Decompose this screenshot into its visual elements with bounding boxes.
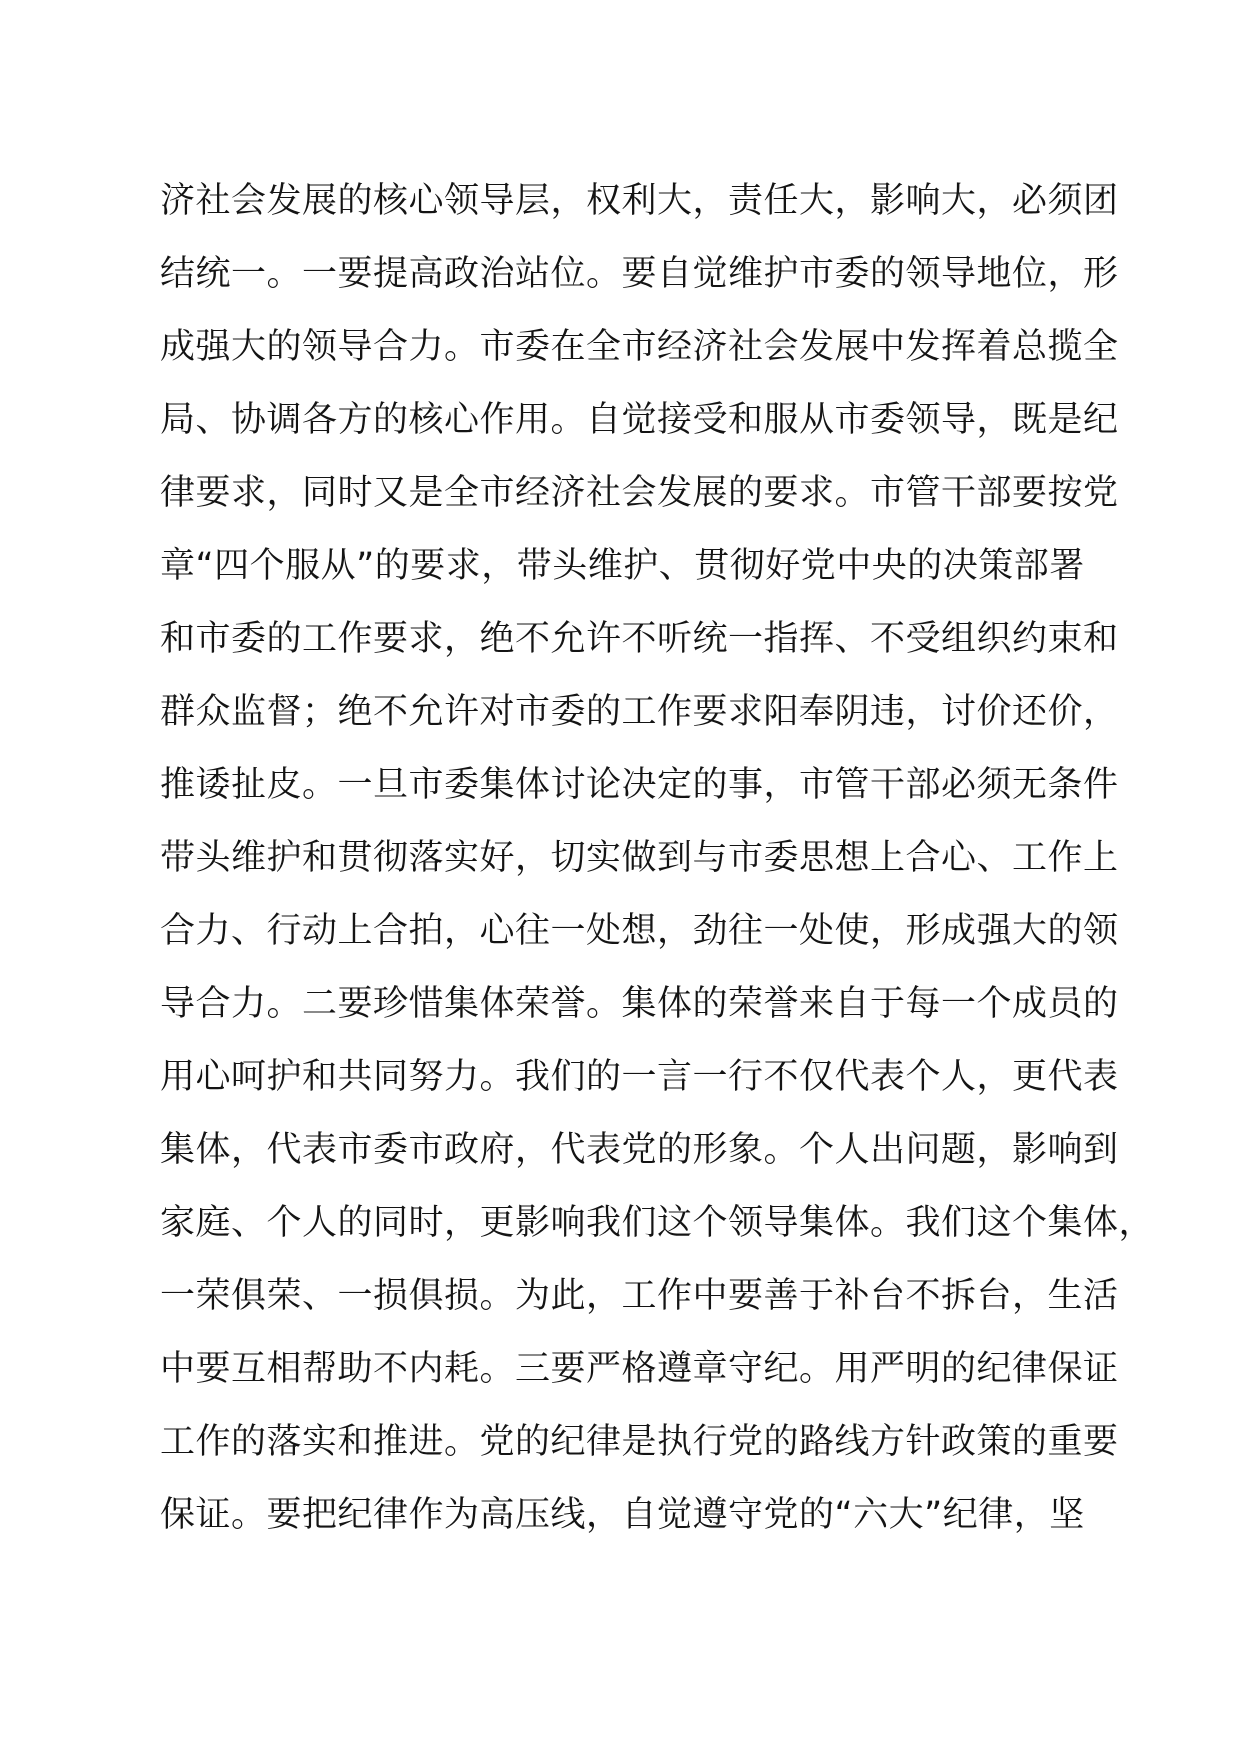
text-line: 带头维护和贯彻落实好，切实做到与市委思想上合心、工作上 xyxy=(160,838,1119,878)
text-line: 济社会发展的核心领导层，权利大，责任大，影响大，必须团 xyxy=(160,181,1119,221)
text-line: 推诿扯皮。一旦市委集体讨论决定的事，市管干部必须无条件 xyxy=(160,765,1119,805)
text-line: 用心呵护和共同努力。我们的一言一行不仅代表个人，更代表 xyxy=(160,1057,1119,1097)
text-line: 家庭、个人的同时，更影响我们这个领导集体。我们这个集体， xyxy=(160,1203,1155,1243)
text-line: 结统一。一要提高政治站位。要自觉维护市委的领导地位，形 xyxy=(160,254,1119,294)
text-line: 局、协调各方的核心作用。自觉接受和服从市委领导，既是纪 xyxy=(160,400,1119,440)
text-line: 律要求，同时又是全市经济社会发展的要求。市管干部要按党 xyxy=(160,473,1119,513)
body-text xyxy=(160,165,1155,1552)
text-line: 工作的落实和推进。党的纪律是执行党的路线方针政策的重要 xyxy=(160,1422,1119,1462)
text-line: 中要互相帮助不内耗。三要严格遵章守纪。用严明的纪律保证 xyxy=(160,1349,1119,1389)
text-line: 集体，代表市委市政府，代表党的形象。个人出问题，影响到 xyxy=(160,1130,1119,1170)
text-line: 和市委的工作要求，绝不允许不听统一指挥、不受组织约束和 xyxy=(160,619,1119,659)
text-line: 成强大的领导合力。市委在全市经济社会发展中发挥着总揽全 xyxy=(160,327,1119,367)
text-line: 章“四个服从”的要求，带头维护、贯彻好党中央的决策部署 xyxy=(160,546,1085,586)
text-line: 保证。要把纪律作为高压线，自觉遵守党的“六大”纪律，坚 xyxy=(160,1495,1085,1535)
text-line: 导合力。二要珍惜集体荣誉。集体的荣誉来自于每一个成员的 xyxy=(160,984,1119,1024)
text-line: 群众监督；绝不允许对市委的工作要求阳奉阴违，讨价还价， xyxy=(160,692,1119,732)
text-line: 一荣俱荣、一损俱损。为此，工作中要善于补台不拆台，生活 xyxy=(160,1276,1119,1316)
text-line: 合力、行动上合拍，心往一处想，劲往一处使，形成强大的领 xyxy=(160,911,1119,951)
